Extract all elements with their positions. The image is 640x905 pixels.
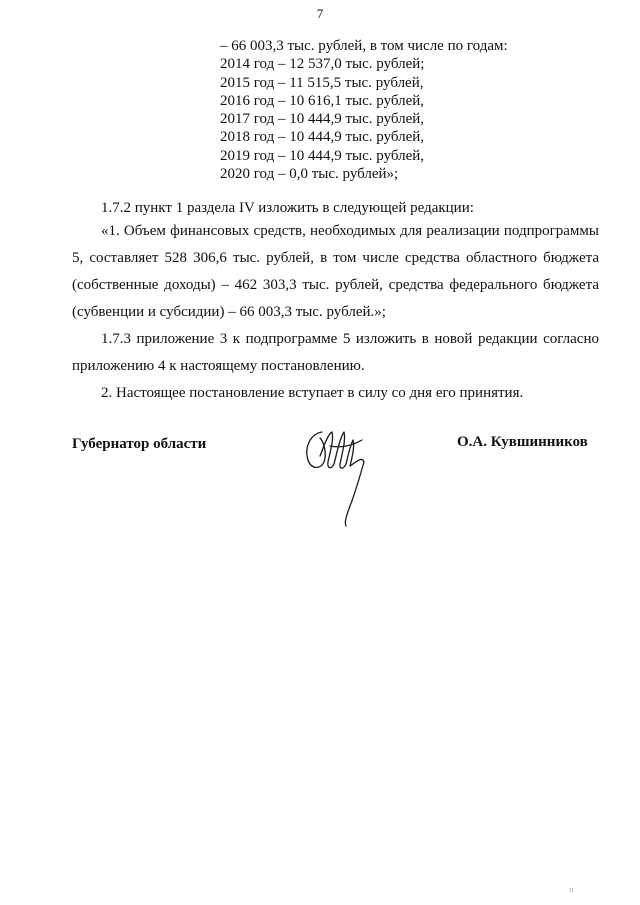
funding-line: 2020 год – 0,0 тыс. рублей»; bbox=[220, 166, 399, 183]
paragraph-2-effective: 2. Настоящее постановление вступает в силу со дня его принятия. bbox=[101, 385, 524, 401]
funding-line: 2019 год – 10 444,9 тыс. рублей, bbox=[220, 147, 425, 164]
funding-by-year-list bbox=[220, 37, 508, 183]
funding-line: 2016 год – 10 616,1 тыс. рублей, bbox=[220, 92, 425, 109]
paragraph-1-7-2: 1.7.2 пункт 1 раздела IV изложить в следующей редакции: bbox=[101, 200, 474, 216]
funding-line: 2018 год – 10 444,9 тыс. рублей, bbox=[220, 129, 425, 146]
handwritten-signature-icon bbox=[300, 426, 380, 536]
funding-line: – 66 003,3 тыс. рублей, в том числе по годам: bbox=[220, 38, 508, 54]
funding-line: 2015 год – 11 515,5 тыс. рублей, bbox=[220, 74, 424, 91]
funding-line: 2014 год – 12 537,0 тыс. рублей; bbox=[220, 56, 425, 73]
signatory-position: Губернатор области bbox=[72, 436, 207, 452]
paragraph-quoted-amendment: «1. Объем финансовых средств, необходимых для реализации подпрограммы 5, составляет 528 306,6 тыс. рублей, в том числе средства областного бюджета (собственные доходы) – 462 303,3 тыс. рублей, средства федерального бюджета (субвенции и субсидии) – 66 003,3 тыс. рублей.»; bbox=[72, 223, 599, 320]
paragraph-1-7-3: 1.7.3 приложение 3 к подпрограмме 5 изложить в новой редакции согласно приложению 4 к настоящему постановлению. bbox=[72, 331, 599, 374]
funding-line: 2017 год – 10 444,9 тыс. рублей, bbox=[220, 111, 425, 128]
signatory-name: О.А. Кувшинников bbox=[457, 434, 588, 450]
scan-artifact-mark: ıı bbox=[569, 885, 574, 894]
page-number: 7 bbox=[316, 6, 324, 21]
signature-block bbox=[0, 426, 640, 536]
